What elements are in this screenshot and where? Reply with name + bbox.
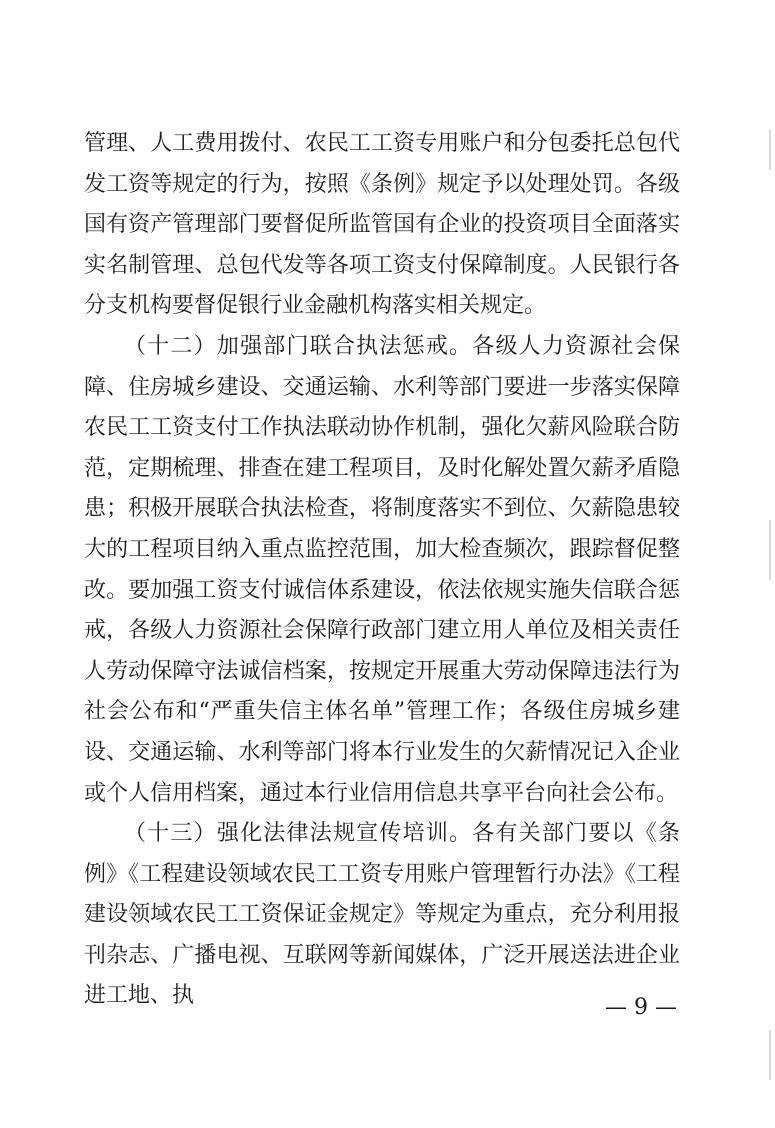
scan-edge-mark — [769, 130, 771, 170]
body-text — [84, 124, 680, 1017]
scan-edge-mark — [769, 520, 771, 580]
paragraph-section-13: （十三）强化法律法规宣传培训。各有关部门要以《条例》《工程建设领域农民工工资专用账户管理暂行办法》《工程建设领域农民工工资保证金规定》等规定为重点，充分利用报刊杂志、广播电视、互联网等新闻媒体，广泛开展送法进企业进工地、执 — [84, 821, 680, 1009]
paragraph-section-12: （十二）加强部门联合执法惩戒。各级人力资源社会保障、住房城乡建设、交通运输、水利等部门要进一步落实保障农民工工资支付工作执法联动协作机制，强化欠薪风险联合防范，定期梳理、排查在建工程项目，及时化解处置欠薪矛盾隐患；积极开展联合执法检查，将制度落实不到位、欠薪隐患较大的工程项目纳入重点监控范围，加大检查频次，跟踪督促整改。要加强工资支付诚信体系建设，依法依规实施失信联合惩戒，各级人力资源社会保障行政部门建立用人单位及相关责任人劳动保障守法诚信档案，按规定开展重大劳动保障违法行为社会公布和“严重失信主体名单”管理工作；各级住房城乡建设、交通运输、水利等部门将本行业发生的欠薪情况记入企业或个人信用档案，通过本行业信用信息共享平台向社会公布。 — [84, 333, 680, 806]
page-number: — 9 — — [605, 995, 677, 1020]
scan-edge-mark — [769, 1030, 771, 1080]
paragraph-continuation: 管理、人工费用拨付、农民工工资专用账户和分包委托总包代发工资等规定的行为，按照《条例》规定予以处理处罚。各级国有资产管理部门要督促所监管国有企业的投资项目全面落实实名制管理、总包代发等各项工资支付保障制度。人民银行各分支机构要督促银行业金融机构落实相关规定。 — [84, 131, 680, 319]
